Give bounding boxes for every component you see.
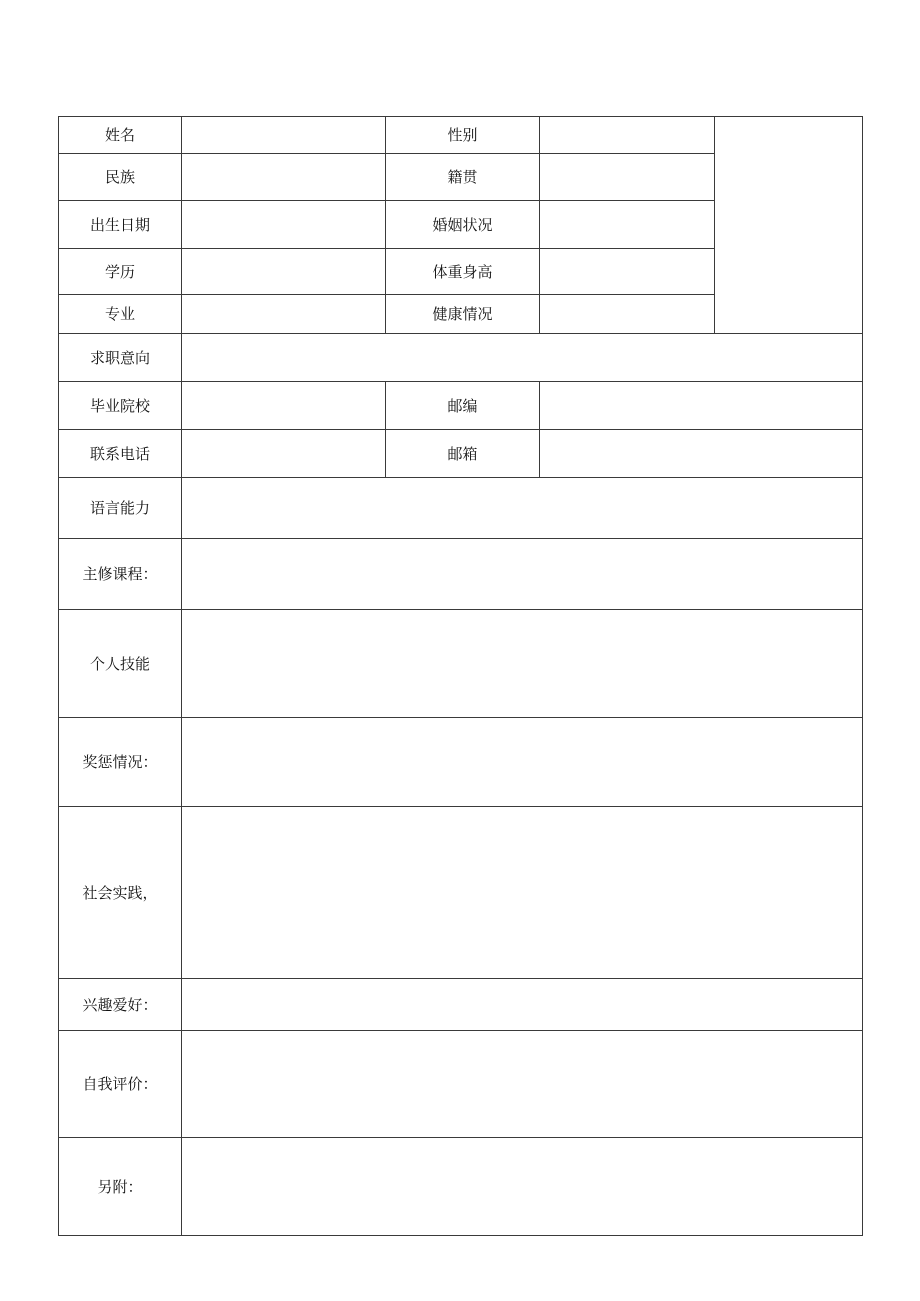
courses-field[interactable] (182, 539, 863, 610)
major-field[interactable] (182, 295, 386, 334)
marital-status-field[interactable] (540, 201, 715, 249)
health-field[interactable] (540, 295, 715, 334)
row-phone-email (59, 430, 863, 478)
self-evaluation-label: 自我评价： (59, 1031, 182, 1138)
major-label: 专业 (59, 295, 182, 334)
postcode-label: 邮编 (386, 382, 540, 430)
phone-label: 联系电话 (59, 430, 182, 478)
school-field[interactable] (182, 382, 386, 430)
row-courses (59, 539, 863, 610)
attachment-label: 另附： (59, 1138, 182, 1236)
awards-field[interactable] (182, 718, 863, 807)
gender-label: 性别 (386, 117, 540, 154)
height-weight-label: 体重身高 (386, 249, 540, 295)
ethnicity-label: 民族 (59, 154, 182, 201)
name-label: 姓名 (59, 117, 182, 154)
row-practice (59, 807, 863, 979)
birth-date-field[interactable] (182, 201, 386, 249)
row-job-intention (59, 334, 863, 382)
row-hobbies (59, 979, 863, 1031)
language-field[interactable] (182, 478, 863, 539)
email-label: 邮箱 (386, 430, 540, 478)
row-language (59, 478, 863, 539)
row-attachment (59, 1138, 863, 1236)
skills-label: 个人技能 (59, 610, 182, 718)
native-place-label: 籍贯 (386, 154, 540, 201)
hobbies-field[interactable] (182, 979, 863, 1031)
height-weight-field[interactable] (540, 249, 715, 295)
marital-status-label: 婚姻状况 (386, 201, 540, 249)
row-self-evaluation (59, 1031, 863, 1138)
courses-label: 主修课程： (59, 539, 182, 610)
skills-field[interactable] (182, 610, 863, 718)
hobbies-label: 兴趣爱好： (59, 979, 182, 1031)
resume-form-table (58, 116, 863, 1236)
ethnicity-field[interactable] (182, 154, 386, 201)
school-label: 毕业院校 (59, 382, 182, 430)
phone-field[interactable] (182, 430, 386, 478)
practice-field[interactable] (182, 807, 863, 979)
name-field[interactable] (182, 117, 386, 154)
health-label: 健康情况 (386, 295, 540, 334)
awards-label: 奖惩情况： (59, 718, 182, 807)
email-field[interactable] (540, 430, 863, 478)
job-intention-label: 求职意向 (59, 334, 182, 382)
photo-box[interactable] (715, 117, 863, 334)
self-evaluation-field[interactable] (182, 1031, 863, 1138)
row-name-gender (59, 117, 863, 154)
education-field[interactable] (182, 249, 386, 295)
native-place-field[interactable] (540, 154, 715, 201)
job-intention-field[interactable] (182, 334, 863, 382)
row-school-postcode (59, 382, 863, 430)
education-label: 学历 (59, 249, 182, 295)
postcode-field[interactable] (540, 382, 863, 430)
gender-field[interactable] (540, 117, 715, 154)
practice-label: 社会实践， (59, 807, 182, 979)
language-label: 语言能力 (59, 478, 182, 539)
attachment-field[interactable] (182, 1138, 863, 1236)
birth-date-label: 出生日期 (59, 201, 182, 249)
row-awards (59, 718, 863, 807)
row-skills (59, 610, 863, 718)
